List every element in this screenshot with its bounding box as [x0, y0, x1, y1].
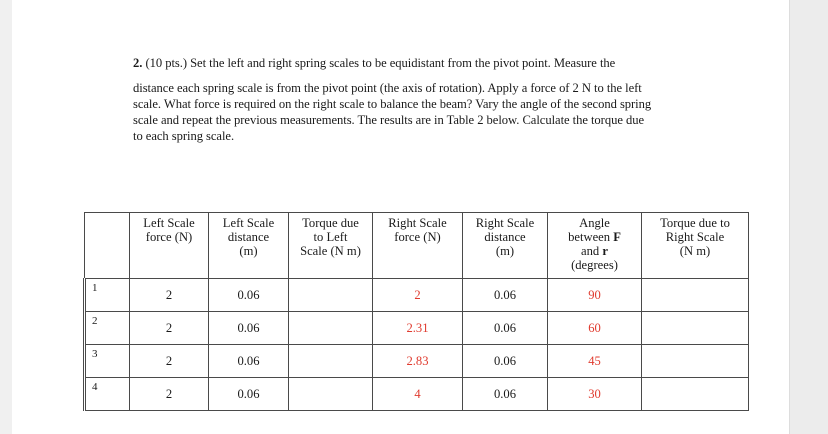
right-torque-cell[interactable]	[642, 378, 749, 411]
row-number: 4	[85, 378, 130, 411]
left-force-cell: 2	[130, 279, 209, 312]
header-angle: Angle between F and r (degrees)	[548, 213, 642, 279]
right-scroll-rail[interactable]	[789, 0, 828, 434]
header-right-force: Right Scale force (N)	[373, 213, 463, 279]
left-distance-cell: 0.06	[209, 378, 289, 411]
row-number: 3	[85, 345, 130, 378]
left-force-cell: 2	[130, 378, 209, 411]
angle-cell: 30	[548, 378, 642, 411]
header-left-torque: Torque due to Left Scale (N m)	[289, 213, 373, 279]
header-left-distance: Left Scale distance (m)	[209, 213, 289, 279]
left-distance-cell: 0.06	[209, 312, 289, 345]
question-text	[133, 55, 723, 144]
question-line-3: scale. What force is required on the right scale to balance the beam? Vary the angle of the second spring	[133, 97, 652, 111]
angle-cell: 45	[548, 345, 642, 378]
right-force-cell: 2.83	[373, 345, 463, 378]
right-force-cell: 2.31	[373, 312, 463, 345]
left-torque-cell[interactable]	[289, 279, 373, 312]
question-number: 2.	[133, 56, 143, 70]
header-right-torque: Torque due to Right Scale (N m)	[642, 213, 749, 279]
right-torque-cell[interactable]	[642, 345, 749, 378]
table-row	[85, 378, 749, 411]
right-torque-cell[interactable]	[642, 279, 749, 312]
right-force-cell: 2	[373, 279, 463, 312]
row-number: 1	[85, 279, 130, 312]
header-left-force: Left Scale force (N)	[130, 213, 209, 279]
left-torque-cell[interactable]	[289, 312, 373, 345]
question-line-5: to each spring scale.	[133, 129, 235, 143]
table-row	[85, 345, 749, 378]
question-line-2: distance each spring scale is from the pivot point (the axis of rotation). Apply a force of 2 N to the left	[133, 81, 642, 95]
table-row	[85, 312, 749, 345]
question-line-4: scale and repeat the previous measurements. The results are in Table 2 below. Calculate the torque due	[133, 113, 644, 127]
right-distance-cell: 0.06	[463, 345, 548, 378]
question-line-1	[133, 55, 723, 71]
left-force-cell: 2	[130, 312, 209, 345]
left-torque-cell[interactable]	[289, 378, 373, 411]
results-table	[83, 212, 749, 411]
right-distance-cell: 0.06	[463, 279, 548, 312]
left-distance-cell: 0.06	[209, 345, 289, 378]
header-row-number	[85, 213, 130, 279]
table-row	[85, 279, 749, 312]
left-distance-cell: 0.06	[209, 279, 289, 312]
left-force-cell: 2	[130, 345, 209, 378]
row-number: 2	[85, 312, 130, 345]
right-force-cell: 4	[373, 378, 463, 411]
angle-cell: 90	[548, 279, 642, 312]
header-right-distance: Right Scale distance (m)	[463, 213, 548, 279]
right-torque-cell[interactable]	[642, 312, 749, 345]
question-points: (10 pts.)	[142, 56, 191, 70]
right-distance-cell: 0.06	[463, 378, 548, 411]
question-line-1-text: Set the left and right spring scales to be equidistant from the pivot point. Measure the	[190, 56, 616, 70]
left-torque-cell[interactable]	[289, 345, 373, 378]
table-header-row	[85, 213, 749, 279]
right-distance-cell: 0.06	[463, 312, 548, 345]
angle-cell: 60	[548, 312, 642, 345]
